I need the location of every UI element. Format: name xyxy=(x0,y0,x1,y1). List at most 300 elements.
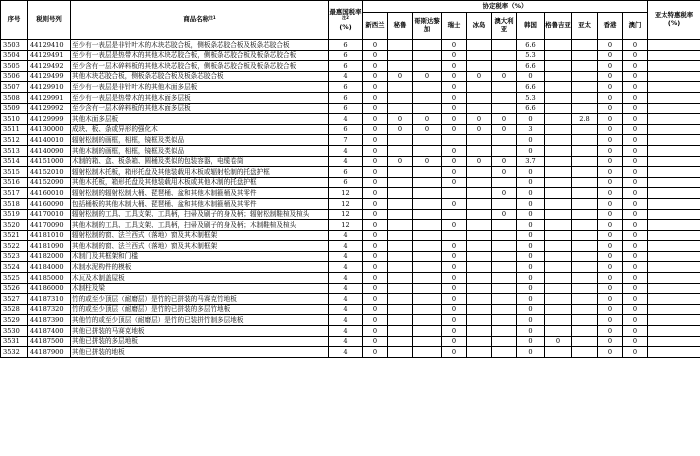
row-mfn: 4 xyxy=(329,336,363,347)
header-country: 新西兰 xyxy=(363,13,388,40)
row-rate xyxy=(545,294,572,305)
header-name: 商品名称$^{注1}$ xyxy=(71,1,329,40)
row-rate xyxy=(467,283,492,294)
row-rate: 0 xyxy=(623,294,648,305)
row-rate: 0 xyxy=(442,61,467,72)
row-seq: 3510 xyxy=(1,114,28,125)
header-country: 澳门 xyxy=(623,13,648,40)
row-rate xyxy=(545,50,572,61)
row-apta xyxy=(648,40,700,51)
row-rate xyxy=(413,326,442,337)
row-rate xyxy=(545,209,572,220)
row-rate xyxy=(388,304,413,315)
row-rate: 0 xyxy=(598,283,623,294)
row-rate: 0 xyxy=(623,220,648,231)
row-apta xyxy=(648,177,700,188)
row-code: 44129910 xyxy=(28,82,71,93)
row-rate xyxy=(413,230,442,241)
table-row xyxy=(1,188,700,199)
row-rate xyxy=(413,283,442,294)
row-rate: 0 xyxy=(598,304,623,315)
row-mfn: 4 xyxy=(329,71,363,82)
row-rate: 0 xyxy=(388,71,413,82)
row-seq: 3517 xyxy=(1,188,28,199)
header-country: 澳大利亚 xyxy=(492,13,517,40)
row-mfn: 6 xyxy=(329,124,363,135)
row-rate: 0 xyxy=(623,114,648,125)
row-seq: 3508 xyxy=(1,92,28,103)
header-country: 冰岛 xyxy=(467,13,492,40)
row-apta xyxy=(648,71,700,82)
row-rate: 0 xyxy=(363,347,388,358)
row-rate: 0 xyxy=(363,177,388,188)
row-rate: 0 xyxy=(413,71,442,82)
row-rate: 0 xyxy=(623,315,648,326)
row-code: 44170010 xyxy=(28,209,71,220)
row-apta xyxy=(648,230,700,241)
row-name: 至少含有一层木碎料板的其他木面多层板 xyxy=(71,103,329,114)
row-rate: 0 xyxy=(363,188,388,199)
row-rate xyxy=(545,251,572,262)
row-apta xyxy=(648,114,700,125)
row-rate xyxy=(492,50,517,61)
row-rate xyxy=(388,177,413,188)
row-rate: 0 xyxy=(623,71,648,82)
row-rate xyxy=(572,135,598,146)
row-apta xyxy=(648,124,700,135)
row-rate xyxy=(545,273,572,284)
table-row xyxy=(1,273,700,284)
header-apta: 亚太特惠税率 (%) xyxy=(648,1,700,40)
row-apta xyxy=(648,50,700,61)
table-row xyxy=(1,50,700,61)
row-seq: 3520 xyxy=(1,220,28,231)
row-rate xyxy=(467,304,492,315)
row-rate xyxy=(492,273,517,284)
row-seq: 3512 xyxy=(1,135,28,146)
row-rate xyxy=(467,50,492,61)
row-rate xyxy=(572,71,598,82)
row-rate xyxy=(545,347,572,358)
row-mfn: 6 xyxy=(329,50,363,61)
row-rate xyxy=(572,61,598,72)
row-rate: 0 xyxy=(598,326,623,337)
row-name: 其他木制的画框，相框，镜框及类似品 xyxy=(71,145,329,156)
row-name: 竹的或至少顶层（耐磨层）是竹的已拼装的马赛克竹地板 xyxy=(71,294,329,305)
row-rate: 0 xyxy=(442,71,467,82)
row-rate: 0 xyxy=(363,114,388,125)
row-rate xyxy=(388,103,413,114)
row-rate: 0 xyxy=(388,156,413,167)
row-seq: 3505 xyxy=(1,61,28,72)
row-rate: 0 xyxy=(492,156,517,167)
row-rate: 0 xyxy=(517,315,545,326)
row-rate: 0 xyxy=(623,40,648,51)
row-rate xyxy=(467,336,492,347)
row-rate xyxy=(442,209,467,220)
row-code: 44160010 xyxy=(28,188,71,199)
row-mfn: 12 xyxy=(329,209,363,220)
row-code: 44187400 xyxy=(28,326,71,337)
table-row xyxy=(1,262,700,273)
row-rate: 0 xyxy=(363,304,388,315)
row-rate xyxy=(545,315,572,326)
row-rate: 0 xyxy=(517,294,545,305)
row-rate xyxy=(467,209,492,220)
row-rate: 0 xyxy=(492,114,517,125)
row-seq: 3522 xyxy=(1,241,28,252)
row-rate: 0 xyxy=(388,124,413,135)
row-rate xyxy=(572,82,598,93)
row-rate xyxy=(545,135,572,146)
row-rate xyxy=(492,82,517,93)
row-rate: 0 xyxy=(598,347,623,358)
row-rate: 0 xyxy=(517,145,545,156)
row-rate: 0 xyxy=(598,167,623,178)
row-rate xyxy=(572,347,598,358)
row-apta xyxy=(648,294,700,305)
row-rate xyxy=(492,92,517,103)
row-rate: 0 xyxy=(467,124,492,135)
row-rate xyxy=(492,220,517,231)
row-rate: 0 xyxy=(442,82,467,93)
row-rate: 3 xyxy=(517,124,545,135)
row-rate: 0 xyxy=(492,71,517,82)
row-rate xyxy=(388,326,413,337)
row-name: 其他木面多层板 xyxy=(71,114,329,125)
table-row xyxy=(1,145,700,156)
row-rate: 0 xyxy=(363,209,388,220)
table-row xyxy=(1,326,700,337)
row-rate: 0 xyxy=(598,198,623,209)
row-rate: 0 xyxy=(598,220,623,231)
row-rate xyxy=(388,50,413,61)
row-rate xyxy=(388,273,413,284)
row-rate: 0 xyxy=(442,124,467,135)
row-seq: 3523 xyxy=(1,251,28,262)
row-apta xyxy=(648,103,700,114)
row-code: 44187390 xyxy=(28,315,71,326)
row-name: 其他木制的窗、法兰西式（落地）窗及其木制框架 xyxy=(71,241,329,252)
row-rate: 0 xyxy=(442,336,467,347)
row-apta xyxy=(648,92,700,103)
row-rate: 0 xyxy=(442,262,467,273)
row-rate: 0 xyxy=(363,40,388,51)
row-rate xyxy=(413,135,442,146)
row-rate: 0 xyxy=(363,315,388,326)
row-rate xyxy=(467,326,492,337)
row-code: 44129992 xyxy=(28,103,71,114)
row-mfn: 4 xyxy=(329,283,363,294)
row-rate: 0 xyxy=(623,156,648,167)
row-rate: 0 xyxy=(363,71,388,82)
row-rate xyxy=(388,241,413,252)
table-row xyxy=(1,230,700,241)
row-mfn: 4 xyxy=(329,251,363,262)
row-name: 木制柱及梁 xyxy=(71,283,329,294)
row-seq: 3530 xyxy=(1,326,28,337)
row-rate: 0 xyxy=(598,114,623,125)
row-apta xyxy=(648,145,700,156)
row-rate xyxy=(388,145,413,156)
row-rate xyxy=(388,92,413,103)
row-rate: 0 xyxy=(363,241,388,252)
row-rate xyxy=(545,40,572,51)
header-country: 香港 xyxy=(598,13,623,40)
row-rate: 0 xyxy=(492,124,517,135)
row-rate: 0 xyxy=(442,294,467,305)
table-row xyxy=(1,177,700,188)
row-rate: 0 xyxy=(623,167,648,178)
row-rate: 0 xyxy=(517,251,545,262)
row-rate: 0 xyxy=(623,241,648,252)
row-rate: 6.6 xyxy=(517,103,545,114)
row-code: 44129491 xyxy=(28,50,71,61)
row-rate: 0 xyxy=(517,167,545,178)
row-rate: 3.7 xyxy=(517,156,545,167)
row-rate xyxy=(467,198,492,209)
row-name: 至少有一表层是非针叶木的木块芯胶合板，侧板条芯胶合板及板条芯胶合板 xyxy=(71,40,329,51)
row-rate: 0 xyxy=(598,103,623,114)
row-rate: 0 xyxy=(623,61,648,72)
row-rate xyxy=(413,167,442,178)
row-rate: 0 xyxy=(545,336,572,347)
row-rate xyxy=(572,40,598,51)
row-name: 其他已拼装的多层地板 xyxy=(71,336,329,347)
row-rate xyxy=(388,230,413,241)
row-rate: 0 xyxy=(598,50,623,61)
row-code: 44160090 xyxy=(28,198,71,209)
row-mfn: 12 xyxy=(329,220,363,231)
row-rate xyxy=(492,198,517,209)
row-rate: 0 xyxy=(623,50,648,61)
row-apta xyxy=(648,241,700,252)
row-rate: 0 xyxy=(442,241,467,252)
row-rate xyxy=(388,283,413,294)
row-apta xyxy=(648,251,700,262)
row-rate xyxy=(545,241,572,252)
row-rate: 0 xyxy=(363,262,388,273)
row-mfn: 4 xyxy=(329,315,363,326)
row-mfn: 4 xyxy=(329,273,363,284)
row-rate xyxy=(388,315,413,326)
row-rate xyxy=(442,188,467,199)
row-rate: 0 xyxy=(363,82,388,93)
row-rate xyxy=(388,135,413,146)
row-apta xyxy=(648,347,700,358)
row-rate xyxy=(572,50,598,61)
row-mfn: 4 xyxy=(329,230,363,241)
row-rate xyxy=(545,220,572,231)
row-rate xyxy=(572,315,598,326)
row-apta xyxy=(648,304,700,315)
row-rate xyxy=(572,262,598,273)
row-rate: 0 xyxy=(598,82,623,93)
row-rate xyxy=(467,273,492,284)
table-row xyxy=(1,209,700,220)
row-apta xyxy=(648,198,700,209)
row-mfn: 12 xyxy=(329,188,363,199)
row-name: 竹的或至少顶层（耐磨层）是竹的已拼装的多层竹地板 xyxy=(71,304,329,315)
row-rate: 0 xyxy=(623,283,648,294)
row-rate: 0 xyxy=(598,262,623,273)
row-rate xyxy=(413,40,442,51)
row-rate: 0 xyxy=(467,156,492,167)
row-rate: 0 xyxy=(363,283,388,294)
row-rate: 0 xyxy=(623,188,648,199)
row-rate: 0 xyxy=(598,92,623,103)
row-apta xyxy=(648,135,700,146)
row-rate xyxy=(467,230,492,241)
row-rate xyxy=(545,71,572,82)
row-code: 44129499 xyxy=(28,71,71,82)
row-rate xyxy=(467,220,492,231)
row-rate xyxy=(467,241,492,252)
row-name: 至少含有一层木碎料板的其他木块芯胶合板，侧板条芯胶合板及板条芯胶合板 xyxy=(71,61,329,72)
row-seq: 3528 xyxy=(1,304,28,315)
row-rate xyxy=(467,251,492,262)
row-rate: 0 xyxy=(598,71,623,82)
row-rate xyxy=(413,220,442,231)
row-seq: 3525 xyxy=(1,273,28,284)
row-rate: 0 xyxy=(598,177,623,188)
row-rate: 0 xyxy=(517,198,545,209)
row-code: 44129999 xyxy=(28,114,71,125)
row-seq: 3504 xyxy=(1,50,28,61)
row-rate: 0 xyxy=(517,262,545,273)
row-rate xyxy=(572,241,598,252)
row-rate: 0 xyxy=(442,251,467,262)
row-rate: 0 xyxy=(623,230,648,241)
table-row xyxy=(1,198,700,209)
row-rate xyxy=(467,315,492,326)
row-rate xyxy=(545,156,572,167)
row-rate: 0 xyxy=(623,251,648,262)
row-rate: 0 xyxy=(442,92,467,103)
row-rate xyxy=(572,145,598,156)
row-rate xyxy=(413,209,442,220)
row-rate xyxy=(545,114,572,125)
row-name: 其他木托板，箱形托盘及其他装载用木板或其他木制的托盘护框 xyxy=(71,177,329,188)
row-rate xyxy=(545,188,572,199)
row-rate xyxy=(413,241,442,252)
row-rate xyxy=(572,283,598,294)
row-rate xyxy=(388,209,413,220)
row-apta xyxy=(648,273,700,284)
row-rate: 0 xyxy=(442,304,467,315)
row-mfn: 4 xyxy=(329,326,363,337)
row-rate: 0 xyxy=(517,230,545,241)
row-rate xyxy=(492,251,517,262)
row-rate xyxy=(545,82,572,93)
row-rate: 0 xyxy=(363,294,388,305)
row-rate xyxy=(572,304,598,315)
row-name: 木制门及其框架和门槛 xyxy=(71,251,329,262)
header-seq: 序号 xyxy=(1,1,28,40)
row-mfn: 6 xyxy=(329,82,363,93)
row-rate: 0 xyxy=(442,103,467,114)
row-rate: 0 xyxy=(623,145,648,156)
row-rate: 0 xyxy=(363,326,388,337)
row-rate xyxy=(413,304,442,315)
row-rate: 0 xyxy=(623,336,648,347)
row-rate: 0 xyxy=(413,114,442,125)
row-rate xyxy=(572,92,598,103)
row-rate: 0 xyxy=(363,336,388,347)
row-seq: 3507 xyxy=(1,82,28,93)
row-rate xyxy=(467,188,492,199)
row-rate xyxy=(467,347,492,358)
table-row xyxy=(1,61,700,72)
table-row xyxy=(1,103,700,114)
row-rate xyxy=(545,262,572,273)
row-rate xyxy=(572,198,598,209)
row-seq: 3527 xyxy=(1,294,28,305)
row-rate: 0 xyxy=(598,315,623,326)
row-rate xyxy=(413,145,442,156)
header-country: 秘鲁 xyxy=(388,13,413,40)
row-rate: 0 xyxy=(598,61,623,72)
row-seq: 3524 xyxy=(1,262,28,273)
row-rate: 0 xyxy=(442,50,467,61)
row-code: 44181010 xyxy=(28,230,71,241)
header-country: 哥斯达黎加 xyxy=(413,13,442,40)
row-rate xyxy=(467,103,492,114)
row-seq: 3509 xyxy=(1,103,28,114)
row-rate: 0 xyxy=(517,304,545,315)
row-rate: 0 xyxy=(492,188,517,199)
row-rate xyxy=(572,273,598,284)
row-rate xyxy=(572,124,598,135)
table-row xyxy=(1,135,700,146)
row-rate xyxy=(492,262,517,273)
row-mfn: 4 xyxy=(329,262,363,273)
row-rate: 6.6 xyxy=(517,82,545,93)
row-rate: 6.6 xyxy=(517,61,545,72)
row-code: 44129991 xyxy=(28,92,71,103)
row-name: 至少有一表层是热带木的其他木块芯胶合板，侧板条芯胶合板及板条芯胶合板 xyxy=(71,50,329,61)
row-code: 44187310 xyxy=(28,294,71,305)
row-code: 44187320 xyxy=(28,304,71,315)
row-rate: 0 xyxy=(598,336,623,347)
row-seq: 3532 xyxy=(1,347,28,358)
row-rate: 0 xyxy=(517,135,545,146)
row-rate xyxy=(388,294,413,305)
row-rate xyxy=(492,304,517,315)
row-rate xyxy=(467,135,492,146)
row-mfn: 4 xyxy=(329,114,363,125)
row-apta xyxy=(648,61,700,72)
table-row xyxy=(1,315,700,326)
row-rate: 0 xyxy=(623,304,648,315)
row-rate xyxy=(545,230,572,241)
table-row xyxy=(1,40,700,51)
row-rate: 0 xyxy=(442,273,467,284)
row-apta xyxy=(648,326,700,337)
row-rate xyxy=(572,251,598,262)
row-rate: 0 xyxy=(598,188,623,199)
row-seq: 3515 xyxy=(1,167,28,178)
row-name: 木制的箱、盒、板条箱、圆桶及类似的包装容器，电缆卷筒 xyxy=(71,156,329,167)
row-rate: 0 xyxy=(442,347,467,358)
row-rate xyxy=(467,294,492,305)
row-rate xyxy=(545,124,572,135)
row-seq: 3513 xyxy=(1,145,28,156)
row-rate: 0 xyxy=(623,347,648,358)
row-mfn: 4 xyxy=(329,241,363,252)
row-name: 包括桶板的其他木制大桶、琵琶桶、盆和其他木制箍桶及其零件 xyxy=(71,198,329,209)
row-rate: 0 xyxy=(363,251,388,262)
